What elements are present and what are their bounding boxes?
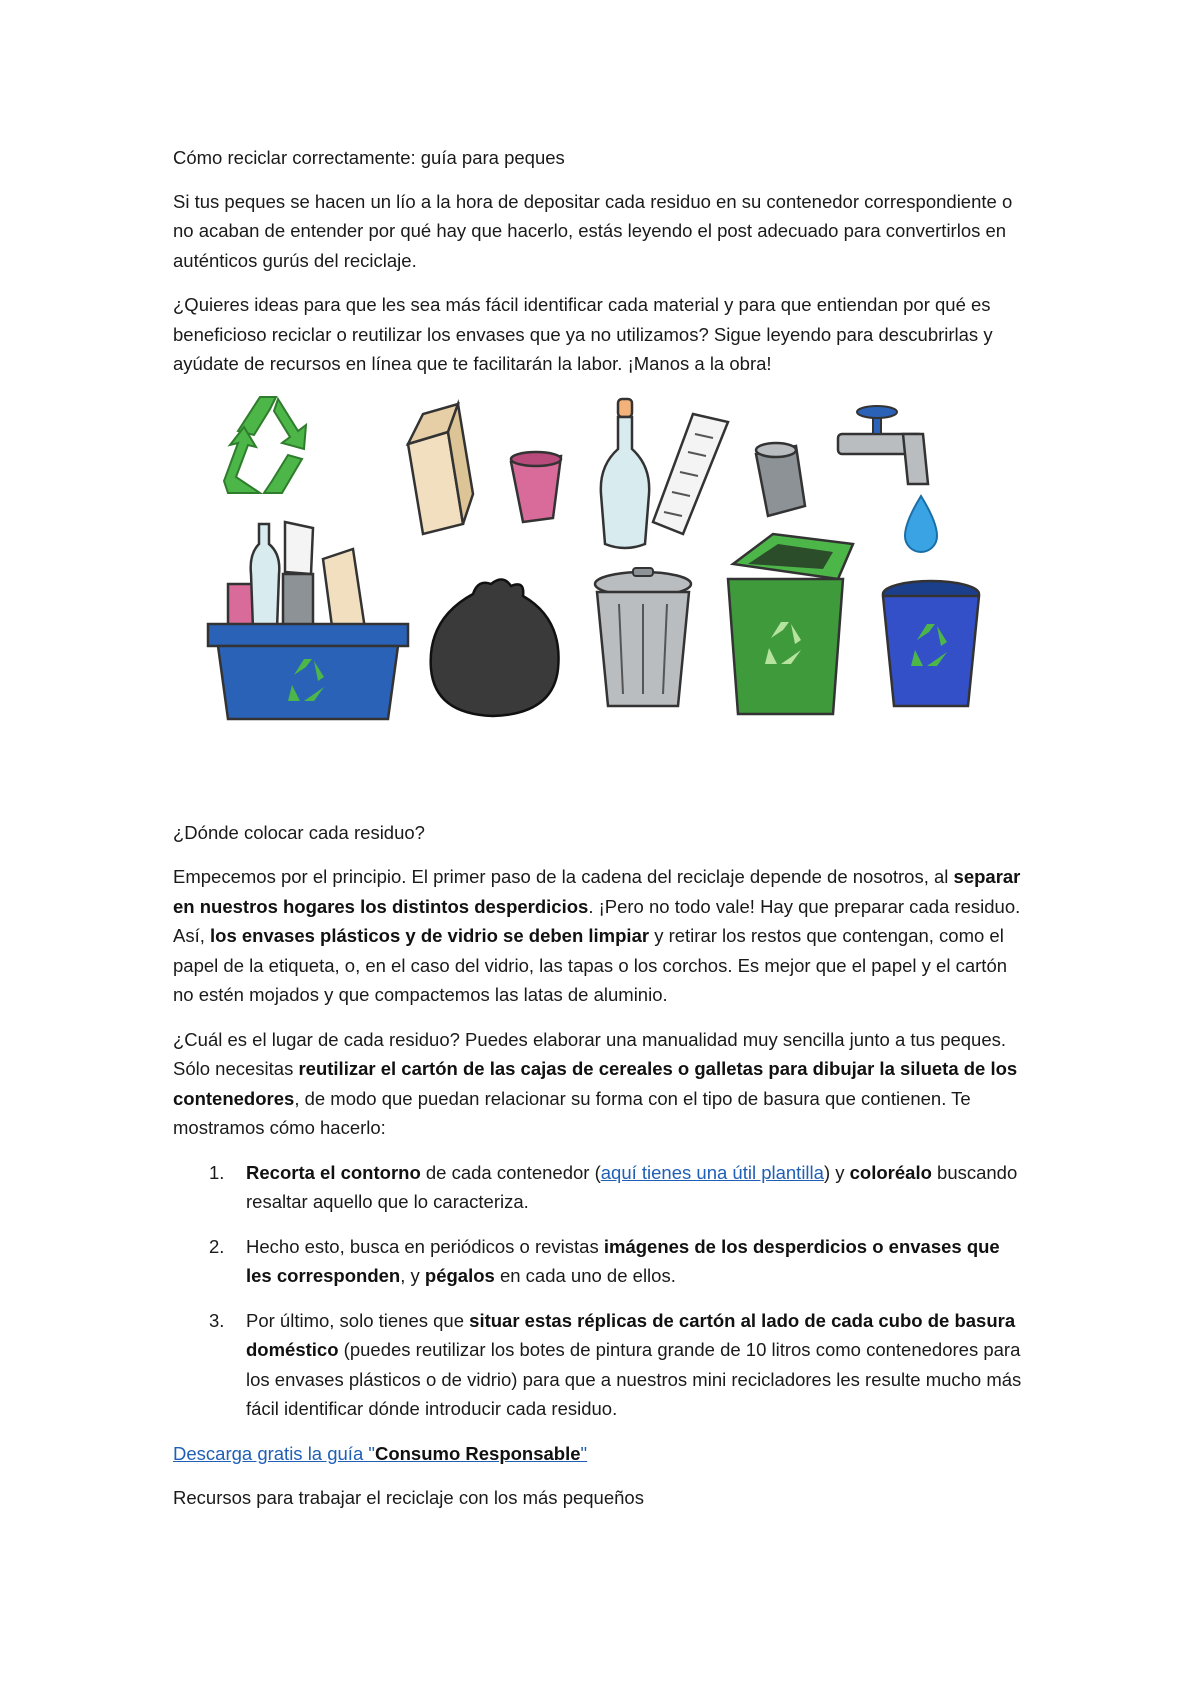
tin-can-icon bbox=[756, 443, 805, 516]
recycling-illustration bbox=[173, 394, 1025, 754]
paragraph-craft bbox=[173, 1025, 1025, 1143]
glass-bottle-icon bbox=[601, 399, 649, 548]
bold-run: coloréalo bbox=[849, 1161, 932, 1183]
garbage-bag-icon bbox=[431, 579, 559, 716]
bold-run: pégalos bbox=[424, 1265, 495, 1286]
paragraph-preparation bbox=[173, 862, 1025, 1010]
bold-run: reutilizar el cartón de las cajas de cereales o galletas para dibujar la silueta de los contenedores bbox=[173, 1058, 1018, 1109]
download-guide-link[interactable] bbox=[173, 1443, 587, 1464]
text-run: ¿Cuál es el lugar de cada residuo? Puedes elaborar una manualidad muy sencilla junto a tus peques. Sólo necesitas bbox=[173, 1028, 1007, 1079]
intro-paragraph-2: ¿Quieres ideas para que les sea más fácil identificar cada material y para que entiendan por qué es beneficioso reciclar o reutilizar los envases que ya no utilizamos? Sigue leyendo para descubrirlas y ayúdate de recursos en línea que te facilitarán la labor. ¡Manos a la obra! bbox=[173, 294, 993, 374]
text-run: en cada uno de ellos. bbox=[494, 1265, 676, 1286]
blue-bin-icon bbox=[883, 581, 979, 706]
text-run: buscando resaltar aquello que lo caracteriza. bbox=[246, 1161, 1018, 1212]
link-text: Descarga gratis la guía " bbox=[173, 1442, 375, 1464]
bold-run: situar estas réplicas de cartón al lado de cada cubo de basura doméstico bbox=[246, 1309, 1016, 1360]
text-run: ) y bbox=[823, 1161, 850, 1183]
list-item bbox=[173, 1306, 1025, 1424]
bold-run: Recorta el contorno bbox=[246, 1161, 421, 1183]
bold-run: separar en nuestros hogares los distintos desperdicios bbox=[173, 866, 1021, 917]
list-number: 1. bbox=[209, 1161, 225, 1183]
metal-trash-can-icon bbox=[595, 568, 691, 706]
plastic-cup-icon bbox=[511, 452, 561, 522]
milk-carton-icon bbox=[408, 404, 473, 534]
text-run: , de modo que puedan relacionar su forma con el tipo de basura que contienen. Te mostramos cómo hacerlo: bbox=[173, 1087, 971, 1138]
link-bold-text: Consumo Responsable bbox=[374, 1442, 581, 1464]
recycle-icon bbox=[224, 397, 306, 493]
text-run: Empecemos por el principio. El primer paso de la cadena del reciclaje depende de nosotros, al bbox=[173, 866, 954, 887]
intro-paragraph-1: Si tus peques se hacen un lío a la hora de depositar cada residuo en su contenedor correspondiente o no acaban de entender por qué hay que hacerlo, estás leyendo el post adecuado para convertirlos en auténticos gurús del reciclaje. bbox=[173, 190, 1013, 271]
text-run: y retirar los restos que contengan, como el papel de la etiqueta, o, en el caso del vidrio, las tapas o los corchos. Es mejor que el papel y el cartón no estén mojados y que compactemos las latas de aluminio. bbox=[173, 925, 1008, 1005]
document-title: Cómo reciclar correctamente: guía para peques bbox=[173, 147, 565, 168]
steps-list bbox=[173, 1158, 1025, 1424]
green-container-icon bbox=[728, 534, 853, 714]
document-body bbox=[173, 143, 1025, 1528]
list-number: 3. bbox=[209, 1309, 225, 1331]
list-number: 2. bbox=[209, 1235, 225, 1257]
text-run: Por último, solo tienes que bbox=[246, 1309, 470, 1331]
text-run: Hecho esto, busca en periódicos o revistas bbox=[246, 1235, 604, 1257]
list-item bbox=[173, 1158, 1025, 1217]
list-item bbox=[173, 1232, 1025, 1291]
text-run: . ¡Pero no todo vale! Hay que preparar cada residuo. Así, bbox=[173, 895, 1021, 946]
newspaper-icon bbox=[653, 414, 728, 534]
text-run: (puedes reutilizar los botes de pintura grande de 10 litros como contenedores para los envases plásticos o de vidrio) para que a nuestros mini recicladores les resulte mucho más fácil identificar dónde introducir cada residuo. bbox=[246, 1339, 1022, 1419]
text-run: de cada contenedor ( bbox=[420, 1161, 601, 1183]
water-drop-icon bbox=[905, 496, 937, 552]
blue-recycling-box-icon bbox=[208, 522, 408, 719]
template-link[interactable]: aquí tienes una útil plantilla bbox=[600, 1161, 824, 1183]
bold-run: los envases plásticos y de vidrio se deben limpiar bbox=[210, 925, 650, 946]
faucet-icon bbox=[838, 406, 928, 484]
link-text: " bbox=[580, 1442, 588, 1464]
text-run: , y bbox=[400, 1265, 425, 1286]
download-paragraph bbox=[173, 1439, 1025, 1469]
section-heading-resources: Recursos para trabajar el reciclaje con los más pequeños bbox=[173, 1487, 644, 1508]
bold-run: imágenes de los desperdicios o envases que les corresponden bbox=[246, 1235, 1000, 1286]
section-heading-where: ¿Dónde colocar cada residuo? bbox=[173, 821, 425, 843]
